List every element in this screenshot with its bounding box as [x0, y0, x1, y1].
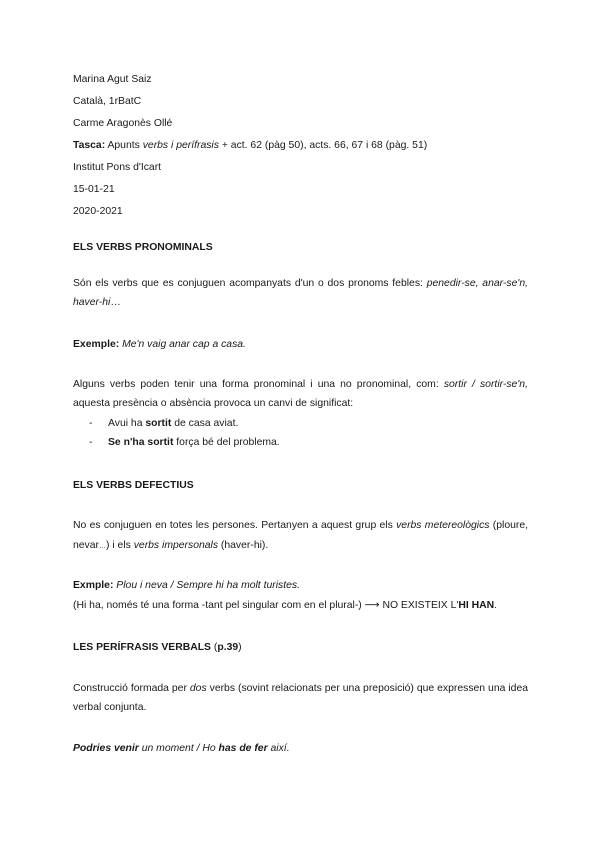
perifrasis-example — [73, 742, 290, 756]
defectius-text-post: (ploure, — [489, 520, 529, 531]
example-italic-1: un moment / Ho — [138, 743, 219, 754]
ellipsis: … — [110, 297, 121, 308]
pronominals-para1-examples: penedir-se, anar-se'n, — [426, 278, 529, 289]
example-text: Plou i neva / Sempre hi ha molt turistes. — [113, 580, 300, 591]
section-heading-perifrasis — [73, 641, 242, 655]
school-name: Institut Pons d'Icart — [73, 162, 162, 173]
date-line: 15-01-21 — [73, 184, 115, 195]
section-heading-defectius: ELS VERBS DEFECTIUS — [73, 480, 194, 491]
bullet-marker: - — [89, 437, 93, 448]
example-italic-2: així. — [267, 743, 290, 754]
note-text: (Hi ha, només té una forma -tant pel singular com en el plural-) — [73, 600, 365, 611]
perifrasis-para-line1 — [73, 682, 528, 696]
perifrasis-para-line2: verbal conjunta. — [73, 702, 147, 713]
bullet-item-1 — [108, 417, 238, 431]
pronominals-para1-text: Són els verbs que es conjuguen acompanyats d'un o dos pronoms febles: — [73, 278, 427, 289]
right-arrow-icon: ⟶ — [364, 600, 380, 611]
task-text-pre: Apunts — [105, 140, 143, 151]
pronominals-example — [73, 338, 246, 352]
bullet1-post: de casa aviat. — [171, 418, 239, 429]
note-text-post: NO EXISTEIX L' — [379, 600, 459, 611]
pronominals-para2-line2: aquesta presència o absència provoca un canvi de significat: — [73, 398, 354, 409]
heading-text: LES PERÍFRASIS VERBALS — [73, 642, 211, 653]
bullet1-pre: Avui ha — [108, 418, 146, 429]
task-line — [73, 139, 427, 153]
pronominals-para2-line1 — [73, 378, 528, 392]
pronominals-para2-italic: sortir / sortir-se'n, — [443, 379, 528, 390]
defectius-line2-mid: ) i els — [106, 540, 134, 551]
defectius-example — [73, 579, 300, 593]
ellipsis: … — [99, 543, 106, 550]
heading-paren-open: ( — [211, 642, 218, 653]
heading-paren-close: ) — [238, 642, 242, 653]
note-end: . — [494, 600, 498, 611]
task-label: Tasca: — [73, 140, 106, 151]
teacher-name: Carme Aragonès Ollé — [73, 118, 173, 129]
perifrasis-text-post: verbs (sovint relacionats per una preposició) que expressen una idea — [206, 683, 528, 694]
example-text: Me'n vaig anar cap a casa. — [119, 339, 246, 350]
author-name: Marina Agut Saiz — [73, 74, 152, 85]
task-text-post: + act. 62 (pàg 50), acts. 66, 67 i 68 (pàg. 51) — [218, 140, 428, 151]
perifrasis-italic: dos — [189, 683, 207, 694]
pronominals-para1-line1 — [73, 277, 528, 291]
example-bold-1: Podries venir — [73, 743, 139, 754]
bullet1-bold: sortit — [145, 418, 172, 429]
bullet-item-2 — [108, 436, 280, 450]
perifrasis-text: Construcció formada per — [73, 683, 190, 694]
example-label: Exmple: — [73, 580, 114, 591]
pronominals-para1-examples-cont: haver-hi — [73, 297, 111, 308]
note-bold: HI HAN — [458, 600, 495, 611]
school-year: 2020-2021 — [73, 206, 123, 217]
defectius-note — [73, 599, 497, 613]
bullet2-post: força bé del problema. — [173, 437, 280, 448]
defectius-line2-pre: nevar — [73, 540, 99, 551]
heading-page-ref: p.39 — [217, 642, 239, 653]
example-label: Exemple: — [73, 339, 120, 350]
defectius-line2-post: (haver-hi). — [218, 540, 269, 551]
pronominals-para1-line2 — [73, 296, 121, 310]
bullet-marker: - — [89, 418, 93, 429]
pronominals-para2-text: Alguns verbs poden tenir una forma pronominal i una no pronominal, com: — [73, 379, 444, 390]
defectius-text: No es conjuguen en totes les persones. Pertanyen a aquest grup els — [73, 520, 397, 531]
task-text-italic: verbs i perífrasis — [142, 140, 219, 151]
bullet2-bold: Se n'ha sortit — [108, 437, 174, 448]
example-bold-2: has de fer — [218, 743, 268, 754]
defectius-para-line2 — [73, 539, 268, 554]
defectius-italic: verbs metereològics — [396, 520, 490, 531]
course-line: Català, 1rBatC — [73, 96, 142, 107]
defectius-line2-italic: verbs impersonals — [133, 540, 219, 551]
section-heading-pronominals: ELS VERBS PRONOMINALS — [73, 242, 213, 253]
defectius-para-line1 — [73, 519, 528, 533]
